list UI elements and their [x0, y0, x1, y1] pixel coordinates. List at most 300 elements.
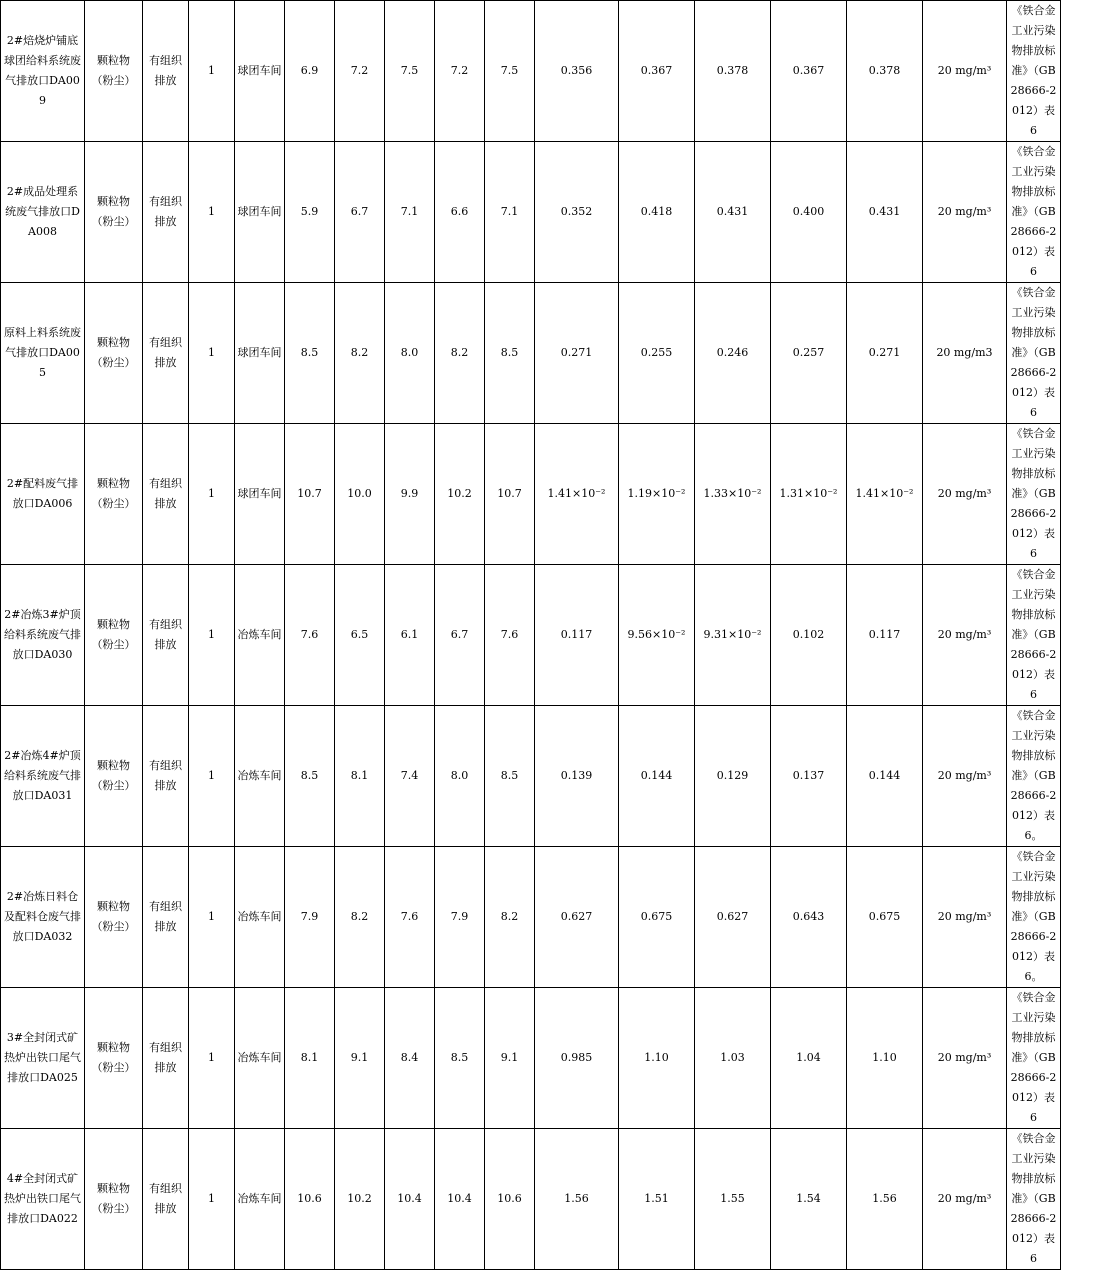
concentration-max — [485, 424, 535, 565]
rate-3-text: 0.627 — [717, 910, 749, 923]
count-cell — [189, 424, 235, 565]
outlet-cell-text: 2#焙烧炉铺底球团给料系统废气排放口DA009 — [4, 34, 81, 107]
rate-1-text: 0.117 — [561, 628, 593, 641]
limit-cell — [923, 847, 1007, 988]
standard-cell — [1007, 424, 1061, 565]
concentration-2-text: 7.2 — [351, 64, 369, 77]
concentration-max — [485, 283, 535, 424]
rate-1-text: 0.985 — [561, 1051, 593, 1064]
concentration-1-text: 8.1 — [301, 1051, 319, 1064]
concentration-4 — [435, 706, 485, 847]
rate-3-text: 0.129 — [717, 769, 749, 782]
limit-cell — [923, 565, 1007, 706]
location-cell-text: 冶炼车间 — [238, 1192, 282, 1205]
concentration-4 — [435, 283, 485, 424]
rate-1-text: 0.356 — [561, 64, 593, 77]
limit-cell — [923, 706, 1007, 847]
outlet-cell — [1, 142, 85, 283]
rate-4 — [771, 142, 847, 283]
limit-cell — [923, 283, 1007, 424]
outlet-cell — [1, 283, 85, 424]
location-cell-text: 球团车间 — [238, 64, 282, 77]
count-cell-text: 1 — [208, 346, 215, 359]
rate-2 — [619, 424, 695, 565]
concentration-1 — [285, 706, 335, 847]
mode-cell-text: 有组织排放 — [149, 54, 182, 87]
concentration-4-text: 8.2 — [451, 346, 469, 359]
concentration-2 — [335, 1129, 385, 1270]
rate-3 — [695, 565, 771, 706]
concentration-2 — [335, 847, 385, 988]
rate-1 — [535, 424, 619, 565]
rate-4 — [771, 847, 847, 988]
rate-4 — [771, 283, 847, 424]
rate-1 — [535, 565, 619, 706]
concentration-1-text: 5.9 — [301, 205, 319, 218]
concentration-max — [485, 1, 535, 142]
location-cell — [235, 424, 285, 565]
mode-cell-text: 有组织排放 — [149, 195, 182, 228]
mode-cell-text: 有组织排放 — [149, 1182, 182, 1215]
location-cell — [235, 283, 285, 424]
rate-max — [847, 424, 923, 565]
rate-1-text: 0.271 — [561, 346, 593, 359]
rate-3-text: 0.378 — [717, 64, 749, 77]
mode-cell — [143, 142, 189, 283]
count-cell-text: 1 — [208, 769, 215, 782]
mode-cell — [143, 283, 189, 424]
table-row — [1, 565, 1104, 706]
rate-3 — [695, 706, 771, 847]
rate-4-text: 1.31×10⁻² — [780, 487, 838, 500]
mode-cell-text: 有组织排放 — [149, 477, 182, 510]
concentration-2-text: 8.2 — [351, 346, 369, 359]
rate-max — [847, 283, 923, 424]
concentration-3 — [385, 706, 435, 847]
concentration-2 — [335, 706, 385, 847]
concentration-1-text: 7.6 — [301, 628, 319, 641]
limit-cell — [923, 1129, 1007, 1270]
concentration-max-text: 8.2 — [501, 910, 519, 923]
rate-1-text: 1.56 — [564, 1192, 589, 1205]
concentration-2-text: 10.2 — [347, 1192, 372, 1205]
rate-2 — [619, 142, 695, 283]
concentration-3 — [385, 424, 435, 565]
limit-cell-text: 20 mg/m³ — [938, 1192, 992, 1205]
rate-max-text: 0.378 — [869, 64, 901, 77]
pollutant-cell-text: 颗粒物（粉尘） — [92, 759, 136, 792]
concentration-3-text: 8.4 — [401, 1051, 419, 1064]
count-cell — [189, 1, 235, 142]
rate-max — [847, 988, 923, 1129]
concentration-4-text: 10.4 — [447, 1192, 472, 1205]
count-cell-text: 1 — [208, 1192, 215, 1205]
pollutant-cell — [85, 1129, 143, 1270]
outlet-cell-text: 3#全封闭式矿热炉出铁口尾气排放口DA025 — [4, 1031, 81, 1084]
table-row — [1, 1, 1104, 142]
pollutant-cell — [85, 283, 143, 424]
location-cell — [235, 988, 285, 1129]
concentration-1 — [285, 565, 335, 706]
rate-1 — [535, 142, 619, 283]
standard-cell — [1007, 988, 1061, 1129]
mode-cell — [143, 1129, 189, 1270]
pollutant-cell-text: 颗粒物（粉尘） — [92, 1041, 136, 1074]
location-cell-text: 球团车间 — [238, 205, 282, 218]
pollutant-cell — [85, 1, 143, 142]
standard-cell-text: 《铁合金工业污染物排放标准》（GB 28666-2012）表 6 — [1011, 4, 1057, 137]
rate-2 — [619, 1129, 695, 1270]
mode-cell — [143, 1, 189, 142]
outlet-cell-text: 2#冶炼4#炉顶给料系统废气排放口DA031 — [4, 749, 81, 802]
outlet-cell — [1, 1, 85, 142]
pollutant-cell — [85, 565, 143, 706]
rate-4-text: 0.137 — [793, 769, 825, 782]
concentration-3 — [385, 565, 435, 706]
concentration-max-text: 8.5 — [501, 346, 519, 359]
rate-4-text: 0.400 — [793, 205, 825, 218]
rate-1-text: 0.352 — [561, 205, 593, 218]
standard-cell-text: 《铁合金工业污染物排放标准》（GB 28666-2012）表 6。 — [1011, 709, 1057, 842]
concentration-max-text: 8.5 — [501, 769, 519, 782]
count-cell — [189, 706, 235, 847]
rate-2-text: 1.19×10⁻² — [628, 487, 686, 500]
standard-cell — [1007, 1129, 1061, 1270]
rate-2-text: 0.144 — [641, 769, 673, 782]
rate-2-text: 9.56×10⁻² — [628, 628, 686, 641]
concentration-4 — [435, 565, 485, 706]
concentration-3 — [385, 1129, 435, 1270]
concentration-1 — [285, 283, 335, 424]
standard-cell-text: 《铁合金工业污染物排放标准》（GB 28666-2012）表 6 — [1011, 427, 1057, 560]
concentration-3-text: 7.1 — [401, 205, 419, 218]
concentration-1-text: 10.6 — [297, 1192, 322, 1205]
concentration-1-text: 8.5 — [301, 769, 319, 782]
concentration-4-text: 8.0 — [451, 769, 469, 782]
standard-cell-text: 《铁合金工业污染物排放标准》（GB 28666-2012）表 6 — [1011, 145, 1057, 278]
pollutant-cell — [85, 988, 143, 1129]
standard-cell — [1007, 847, 1061, 988]
rate-3 — [695, 847, 771, 988]
standard-cell-text: 《铁合金工业污染物排放标准》（GB 28666-2012）表 6。 — [1011, 850, 1057, 983]
rate-4-text: 0.257 — [793, 346, 825, 359]
standard-cell-text: 《铁合金工业污染物排放标准》（GB 28666-2012）表 6 — [1011, 991, 1057, 1124]
outlet-cell-text: 4#全封闭式矿热炉出铁口尾气排放口DA022 — [4, 1172, 81, 1225]
concentration-3-text: 6.1 — [401, 628, 419, 641]
location-cell-text: 冶炼车间 — [238, 769, 282, 782]
rate-3-text: 1.03 — [720, 1051, 745, 1064]
location-cell — [235, 565, 285, 706]
concentration-2-text: 8.2 — [351, 910, 369, 923]
outlet-cell — [1, 565, 85, 706]
concentration-max — [485, 988, 535, 1129]
limit-cell — [923, 1, 1007, 142]
mode-cell — [143, 424, 189, 565]
rate-1-text: 0.627 — [561, 910, 593, 923]
concentration-4 — [435, 847, 485, 988]
table-row — [1, 424, 1104, 565]
location-cell — [235, 1129, 285, 1270]
rate-max-text: 0.144 — [869, 769, 901, 782]
location-cell-text: 球团车间 — [238, 346, 282, 359]
limit-cell — [923, 424, 1007, 565]
rate-1 — [535, 283, 619, 424]
concentration-max-text: 7.6 — [501, 628, 519, 641]
concentration-4-text: 7.9 — [451, 910, 469, 923]
rate-3 — [695, 424, 771, 565]
outlet-cell — [1, 988, 85, 1129]
outlet-cell-text: 2#冶炼3#炉顶给料系统废气排放口DA030 — [4, 608, 81, 661]
rate-3-text: 0.431 — [717, 205, 749, 218]
concentration-max — [485, 847, 535, 988]
mode-cell-text: 有组织排放 — [149, 759, 182, 792]
location-cell-text: 冶炼车间 — [238, 1051, 282, 1064]
rate-1 — [535, 1129, 619, 1270]
concentration-4-text: 6.7 — [451, 628, 469, 641]
concentration-2-text: 10.0 — [347, 487, 372, 500]
pollutant-cell-text: 颗粒物（粉尘） — [92, 336, 136, 369]
concentration-1-text: 8.5 — [301, 346, 319, 359]
rate-4 — [771, 1129, 847, 1270]
mode-cell-text: 有组织排放 — [149, 1041, 182, 1074]
count-cell-text: 1 — [208, 64, 215, 77]
limit-cell-text: 20 mg/m³ — [938, 910, 992, 923]
rate-4 — [771, 565, 847, 706]
rate-2-text: 0.418 — [641, 205, 673, 218]
pollutant-cell-text: 颗粒物（粉尘） — [92, 477, 136, 510]
rate-2-text: 0.675 — [641, 910, 673, 923]
concentration-2-text: 6.5 — [351, 628, 369, 641]
outlet-cell — [1, 424, 85, 565]
pollutant-cell — [85, 424, 143, 565]
mode-cell — [143, 847, 189, 988]
table-row — [1, 142, 1104, 283]
concentration-4 — [435, 424, 485, 565]
rate-4-text: 0.643 — [793, 910, 825, 923]
rate-4-text: 0.102 — [793, 628, 825, 641]
standard-cell — [1007, 565, 1061, 706]
concentration-3-text: 8.0 — [401, 346, 419, 359]
concentration-2 — [335, 424, 385, 565]
concentration-max-text: 7.5 — [501, 64, 519, 77]
rate-max — [847, 1, 923, 142]
concentration-4 — [435, 1, 485, 142]
standard-cell-text: 《铁合金工业污染物排放标准》（GB 28666-2012）表 6 — [1011, 568, 1057, 701]
rate-2 — [619, 283, 695, 424]
location-cell — [235, 706, 285, 847]
standard-cell — [1007, 283, 1061, 424]
mode-cell — [143, 988, 189, 1129]
concentration-2-text: 6.7 — [351, 205, 369, 218]
table-row — [1, 1129, 1104, 1270]
rate-3 — [695, 988, 771, 1129]
mode-cell — [143, 565, 189, 706]
rate-3 — [695, 1129, 771, 1270]
table-row — [1, 283, 1104, 424]
rate-2-text: 0.367 — [641, 64, 673, 77]
mode-cell-text: 有组织排放 — [149, 336, 182, 369]
rate-4 — [771, 1, 847, 142]
rate-1 — [535, 706, 619, 847]
concentration-max — [485, 706, 535, 847]
location-cell — [235, 1, 285, 142]
concentration-3 — [385, 283, 435, 424]
count-cell-text: 1 — [208, 487, 215, 500]
concentration-1 — [285, 1129, 335, 1270]
outlet-cell-text: 原料上料系统废气排放口DA005 — [4, 326, 81, 379]
rate-max — [847, 1129, 923, 1270]
concentration-2-text: 9.1 — [351, 1051, 369, 1064]
rate-4 — [771, 988, 847, 1129]
pollutant-cell-text: 颗粒物（粉尘） — [92, 1182, 136, 1215]
count-cell-text: 1 — [208, 910, 215, 923]
rate-2 — [619, 565, 695, 706]
pollutant-cell — [85, 706, 143, 847]
rate-3-text: 1.55 — [720, 1192, 745, 1205]
concentration-4-text: 8.5 — [451, 1051, 469, 1064]
rate-2-text: 0.255 — [641, 346, 673, 359]
pollutant-cell-text: 颗粒物（粉尘） — [92, 195, 136, 228]
concentration-4-text: 10.2 — [447, 487, 472, 500]
limit-cell-text: 20 mg/m³ — [938, 205, 992, 218]
rate-2-text: 1.10 — [644, 1051, 669, 1064]
concentration-2 — [335, 283, 385, 424]
concentration-1-text: 7.9 — [301, 910, 319, 923]
rate-max-text: 0.271 — [869, 346, 901, 359]
outlet-cell — [1, 706, 85, 847]
mode-cell-text: 有组织排放 — [149, 900, 182, 933]
concentration-4 — [435, 988, 485, 1129]
limit-cell-text: 20 mg/m³ — [938, 769, 992, 782]
concentration-1 — [285, 424, 335, 565]
concentration-2 — [335, 565, 385, 706]
rate-1 — [535, 847, 619, 988]
mode-cell-text: 有组织排放 — [149, 618, 182, 651]
limit-cell — [923, 142, 1007, 283]
rate-2-text: 1.51 — [644, 1192, 669, 1205]
table-row — [1, 988, 1104, 1129]
count-cell-text: 1 — [208, 1051, 215, 1064]
concentration-1 — [285, 988, 335, 1129]
rate-4-text: 1.54 — [796, 1192, 821, 1205]
standard-cell — [1007, 142, 1061, 283]
concentration-3 — [385, 988, 435, 1129]
table-row — [1, 847, 1104, 988]
rate-2 — [619, 988, 695, 1129]
rate-4-text: 1.04 — [796, 1051, 821, 1064]
location-cell — [235, 142, 285, 283]
limit-cell-text: 20 mg/m3 — [936, 346, 992, 359]
limit-cell-text: 20 mg/m³ — [938, 487, 992, 500]
concentration-3-text: 9.9 — [401, 487, 419, 500]
rate-3 — [695, 1, 771, 142]
concentration-1 — [285, 142, 335, 283]
concentration-4 — [435, 142, 485, 283]
pollutant-cell-text: 颗粒物（粉尘） — [92, 54, 136, 87]
concentration-max — [485, 142, 535, 283]
count-cell — [189, 1129, 235, 1270]
rate-4 — [771, 706, 847, 847]
rate-2 — [619, 1, 695, 142]
standard-cell-text: 《铁合金工业污染物排放标准》（GB 28666-2012）表 6 — [1011, 286, 1057, 419]
rate-3 — [695, 142, 771, 283]
concentration-max — [485, 1129, 535, 1270]
rate-max-text: 0.117 — [869, 628, 901, 641]
count-cell — [189, 565, 235, 706]
outlet-cell-text: 2#成品处理系统废气排放口DA008 — [5, 185, 80, 238]
outlet-cell — [1, 847, 85, 988]
concentration-4-text: 6.6 — [451, 205, 469, 218]
standard-cell — [1007, 1, 1061, 142]
rate-max — [847, 847, 923, 988]
concentration-max-text: 9.1 — [501, 1051, 519, 1064]
concentration-3 — [385, 847, 435, 988]
rate-3 — [695, 283, 771, 424]
location-cell-text: 球团车间 — [238, 487, 282, 500]
rate-4-text: 0.367 — [793, 64, 825, 77]
concentration-1 — [285, 847, 335, 988]
concentration-2 — [335, 988, 385, 1129]
concentration-3 — [385, 1, 435, 142]
count-cell-text: 1 — [208, 205, 215, 218]
concentration-2 — [335, 142, 385, 283]
concentration-2-text: 8.1 — [351, 769, 369, 782]
count-cell-text: 1 — [208, 628, 215, 641]
concentration-1-text: 6.9 — [301, 64, 319, 77]
concentration-max-text: 10.7 — [497, 487, 522, 500]
rate-1-text: 0.139 — [561, 769, 593, 782]
rate-max-text: 1.10 — [872, 1051, 897, 1064]
concentration-4 — [435, 1129, 485, 1270]
rate-1 — [535, 988, 619, 1129]
rate-2 — [619, 706, 695, 847]
pollutant-cell-text: 颗粒物（粉尘） — [92, 900, 136, 933]
outlet-cell-text: 2#冶炼日料仓及配料仓废气排放口DA032 — [4, 890, 81, 943]
mode-cell — [143, 706, 189, 847]
concentration-3-text: 10.4 — [397, 1192, 422, 1205]
count-cell — [189, 283, 235, 424]
concentration-3-text: 7.4 — [401, 769, 419, 782]
count-cell — [189, 142, 235, 283]
limit-cell-text: 20 mg/m³ — [938, 628, 992, 641]
rate-1 — [535, 1, 619, 142]
rate-1-text: 1.41×10⁻² — [548, 487, 606, 500]
rate-max-text: 1.41×10⁻² — [856, 487, 914, 500]
concentration-1-text: 10.7 — [297, 487, 322, 500]
concentration-4-text: 7.2 — [451, 64, 469, 77]
rate-4 — [771, 424, 847, 565]
rate-max — [847, 565, 923, 706]
concentration-3 — [385, 142, 435, 283]
rate-3-text: 1.33×10⁻² — [704, 487, 762, 500]
concentration-2 — [335, 1, 385, 142]
concentration-3-text: 7.5 — [401, 64, 419, 77]
rate-max — [847, 706, 923, 847]
concentration-max — [485, 565, 535, 706]
limit-cell-text: 20 mg/m³ — [938, 1051, 992, 1064]
limit-cell — [923, 988, 1007, 1129]
table-body — [1, 1, 1104, 1270]
table-row — [1, 706, 1104, 847]
location-cell-text: 冶炼车间 — [238, 910, 282, 923]
rate-max-text: 1.56 — [872, 1192, 897, 1205]
outlet-cell-text: 2#配料废气排放口DA006 — [7, 477, 78, 510]
concentration-3-text: 7.6 — [401, 910, 419, 923]
concentration-1 — [285, 1, 335, 142]
location-cell — [235, 847, 285, 988]
pollutant-cell — [85, 142, 143, 283]
rate-max-text: 0.431 — [869, 205, 901, 218]
